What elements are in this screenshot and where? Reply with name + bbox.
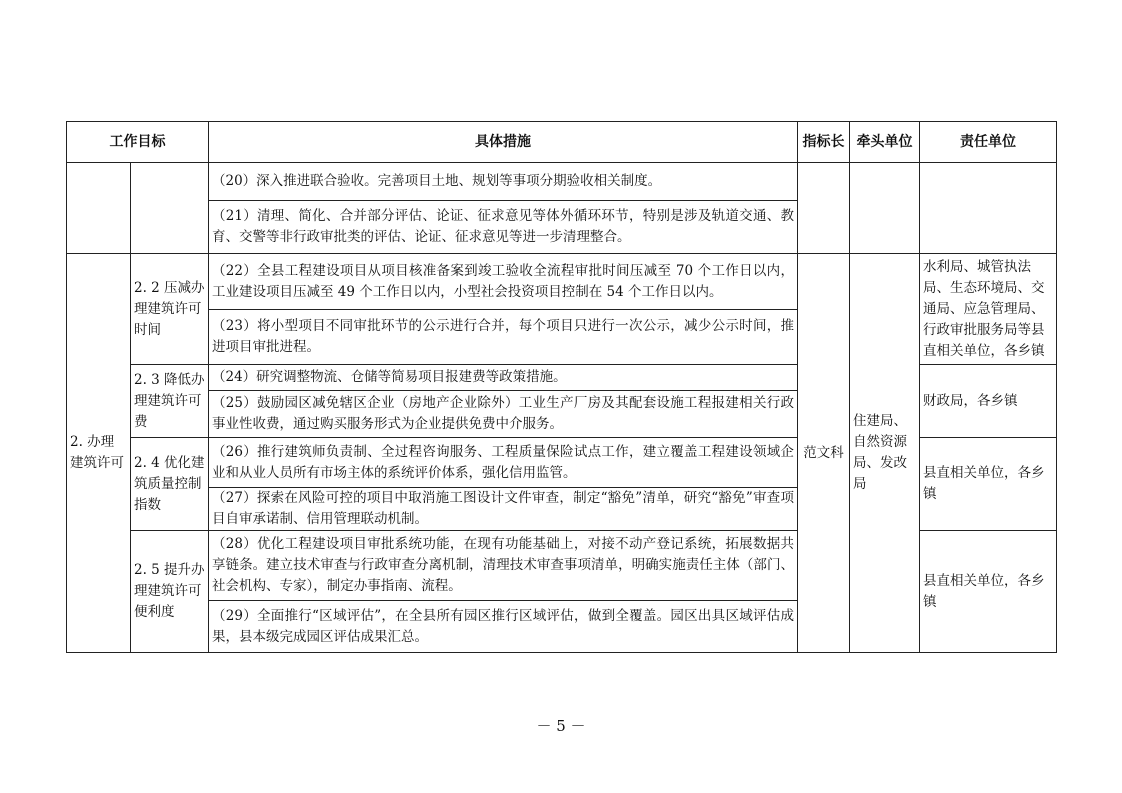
header-responsible: 责任单位	[920, 122, 1057, 163]
goal-main: 2. 办理建筑许可	[67, 254, 131, 653]
responsible-4: 县直相关单位，各乡镇	[920, 531, 1057, 653]
index-lead: 范文科	[798, 254, 850, 653]
index-lead-empty	[798, 163, 850, 254]
header-lead-unit: 牵头单位	[850, 122, 920, 163]
measure-28: （28）优化工程建设项目审批系统功能，在现有功能基础上，对接不动产登记系统，拓展数据共享链条。建立技术审查与行政审查分离机制，清理技术审查事项清单，明确实施责任主体（部门、社会机构、专家），制定办事指南、流程。	[209, 531, 798, 601]
lead-unit: 住建局、自然资源局、发改局	[850, 254, 920, 653]
measure-20: （20）深入推进联合验收。完善项目土地、规划等事项分期验收相关制度。	[209, 163, 798, 201]
measures-table	[66, 121, 1057, 653]
page-number: － 5 －	[536, 717, 586, 735]
table-row	[67, 254, 1057, 310]
table-row	[67, 163, 1057, 201]
measure-26: （26）推行建筑师负责制、全过程咨询服务、工程质量保险试点工作，建立覆盖工程建设领域企业和从业人员所有市场主体的系统评价体系，强化信用监管。	[209, 438, 798, 488]
responsible-empty	[920, 163, 1057, 254]
lead-unit-empty	[850, 163, 920, 254]
header-index-lead: 指标长	[798, 122, 850, 163]
subgoal-cell-empty	[131, 163, 209, 254]
goal-cell-empty	[67, 163, 131, 254]
measure-29: （29）全面推行“区域评估”，在全县所有园区推行区域评估，做到全覆盖。园区出具区域评估成果，县本级完成园区评估成果汇总。	[209, 601, 798, 653]
header-goal: 工作目标	[67, 122, 209, 163]
measure-25: （25）鼓励园区减免辖区企业（房地产企业除外）工业生产厂房及其配套设施工程报建相关行政事业性收费，通过购买服务形式为企业提供免费中介服务。	[209, 391, 798, 438]
measure-27: （27）探索在风险可控的项目中取消施工图设计文件审查，制定“豁免”清单，研究“豁免”审查项目自审承诺制、信用管理联动机制。	[209, 488, 798, 531]
subgoal-2-5: 2. 5 提升办理建筑许可便利度	[131, 531, 209, 653]
subgoal-2-4: 2. 4 优化建筑质量控制指数	[131, 438, 209, 531]
measure-22: （22）全县工程建设项目从项目核准备案到竣工验收全流程审批时间压减至 70 个工作日以内，工业建设项目压减至 49 个工作日以内，小型社会投资项目控制在 54 个工作日以内。	[209, 254, 798, 310]
subgoal-2-3: 2. 3 降低办理建筑许可费	[131, 365, 209, 438]
responsible-3: 县直相关单位，各乡镇	[920, 438, 1057, 531]
measure-24: （24）研究调整物流、仓储等简易项目报建费等政策措施。	[209, 365, 798, 391]
table-header	[67, 122, 1057, 163]
header-measures: 具体措施	[209, 122, 798, 163]
responsible-1: 水利局、城管执法局、生态环境局、交通局、应急管理局、行政审批服务局等县直相关单位，各乡镇	[920, 254, 1057, 365]
measure-23: （23）将小型项目不同审批环节的公示进行合并，每个项目只进行一次公示，减少公示时间，推进项目审批进程。	[209, 310, 798, 365]
responsible-2: 财政局，各乡镇	[920, 365, 1057, 438]
subgoal-2-2: 2. 2 压减办理建筑许可时间	[131, 254, 209, 365]
measure-21: （21）清理、简化、合并部分评估、论证、征求意见等体外循环环节，特别是涉及轨道交通、教育、交警等非行政审批类的评估、论证、征求意见等进一步清理整合。	[209, 201, 798, 254]
